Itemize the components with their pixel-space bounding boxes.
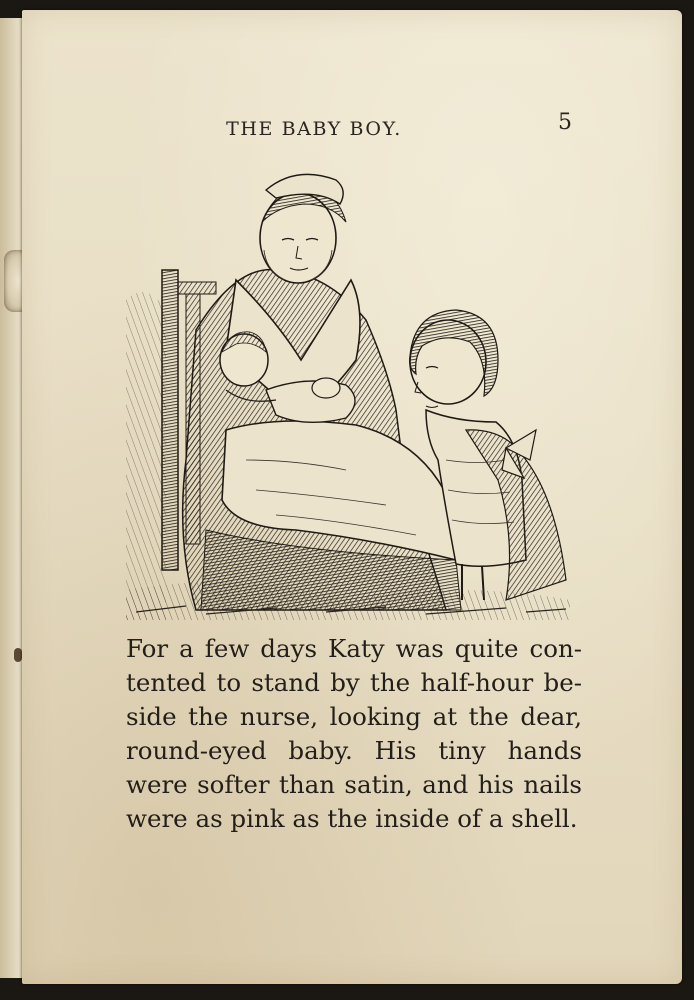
page-number: 5 [558, 110, 572, 135]
text-line: For a few days Katy was quite con- [126, 634, 582, 663]
running-head-text: THE BABY BOY. [226, 118, 402, 140]
background-shading [126, 292, 166, 620]
running-head [22, 118, 682, 140]
text-line: side the nurse, looking at the dear, [126, 702, 582, 731]
binding-hole-small [14, 648, 22, 662]
girl-figure [410, 310, 566, 600]
text-line: were as pink as the inside of a shell. [126, 804, 578, 833]
text-line: round-eyed baby. His tiny hands [126, 736, 582, 765]
book-page [22, 10, 682, 984]
engraving-svg [126, 160, 570, 620]
engraving-illustration [126, 160, 570, 620]
text-line: were softer than satin, and his nails [126, 770, 582, 799]
text-line: tented to stand by the half-hour be- [126, 668, 582, 697]
paragraph [126, 632, 582, 836]
